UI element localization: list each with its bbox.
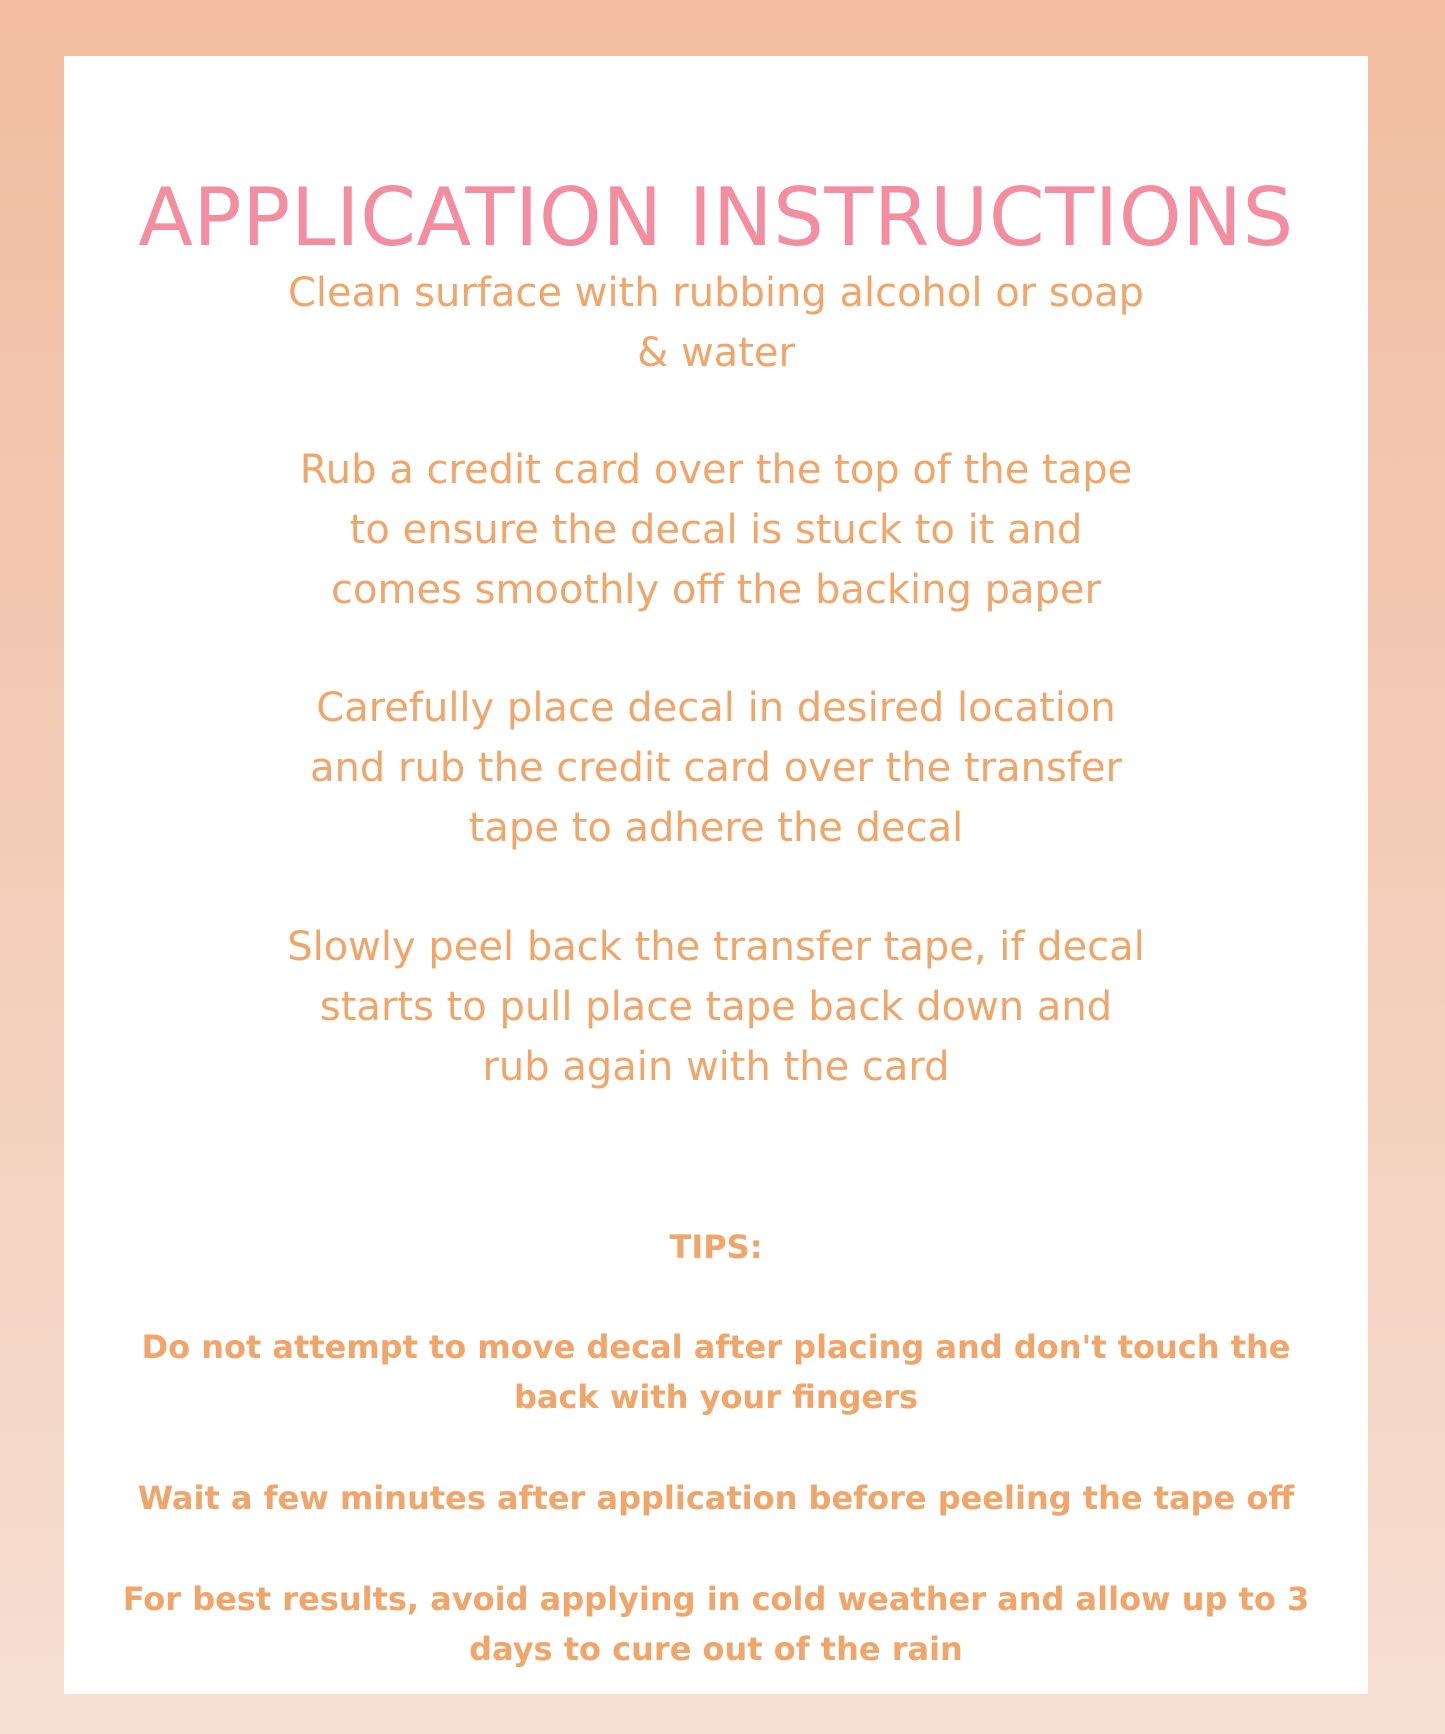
- page-title: APPLICATION INSTRUCTIONS: [138, 171, 1294, 264]
- tip-best-results: [64, 1574, 1368, 1674]
- tip-line: For best results, avoid applying in cold weather and allow up to 3: [122, 1580, 1310, 1618]
- step-line: Rub a credit card over the top of the tape: [299, 447, 1133, 493]
- step-rub-credit-card: [64, 440, 1368, 620]
- tip-wait-minutes: [64, 1473, 1368, 1523]
- tip-line: Wait a few minutes after application before peeling the tape off: [137, 1479, 1295, 1517]
- step-line: rub again with the card: [482, 1044, 950, 1090]
- step-line: tape to adhere the decal: [468, 805, 964, 851]
- step-peel-tape: [64, 917, 1368, 1097]
- step-line: comes smoothly off the backing paper: [331, 567, 1101, 613]
- step-place-decal: [64, 678, 1368, 858]
- step-line: Slowly peel back the transfer tape, if decal: [287, 924, 1145, 970]
- step-line: Clean surface with rubbing alcohol or soap: [287, 270, 1145, 316]
- tip-line: back with your fingers: [513, 1378, 919, 1416]
- step-clean-surface: [64, 263, 1368, 383]
- step-line: & water: [637, 330, 795, 376]
- instruction-card: [64, 56, 1368, 1694]
- tip-do-not-move: [64, 1322, 1368, 1422]
- tip-line: days to cure out of the rain: [469, 1630, 963, 1668]
- step-line: starts to pull place tape back down and: [319, 984, 1113, 1030]
- step-line: to ensure the decal is stuck to it and: [349, 507, 1083, 553]
- step-line: Carefully place decal in desired location: [316, 685, 1116, 731]
- tips-heading: TIPS:: [669, 1228, 763, 1266]
- step-line: and rub the credit card over the transfer: [310, 745, 1122, 791]
- tip-line: Do not attempt to move decal after placing and don't touch the: [141, 1328, 1291, 1366]
